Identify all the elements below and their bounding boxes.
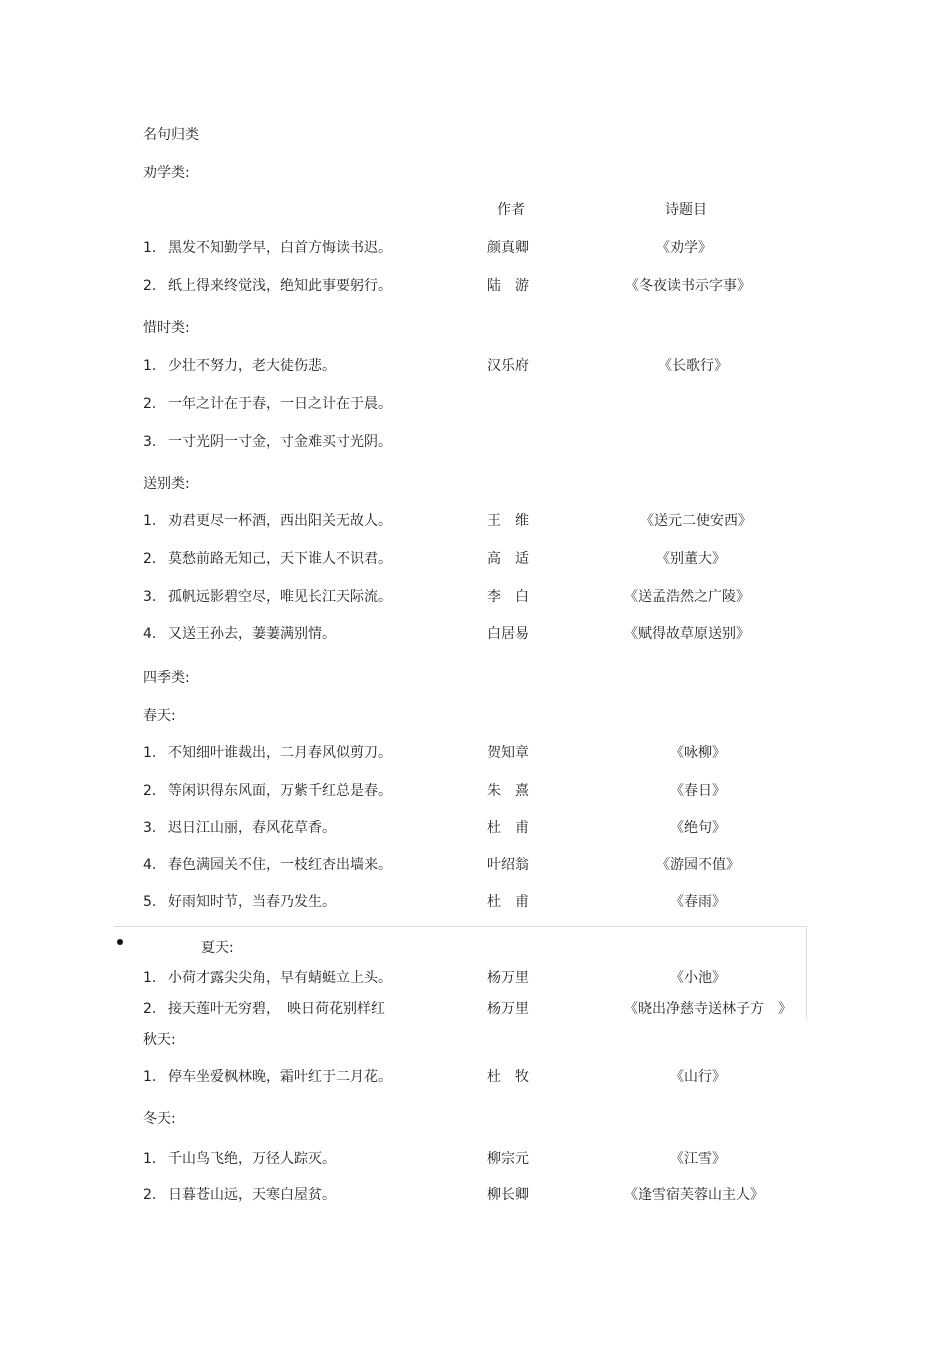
subsection-label: 春天: bbox=[143, 708, 176, 724]
poem-title: 《春雨》 bbox=[670, 894, 726, 910]
item-number: 2. bbox=[143, 783, 157, 799]
page-title: 名句归类 bbox=[143, 127, 199, 143]
author: 李 白 bbox=[487, 589, 529, 605]
verse-line: 好雨知时节，当春乃发生。 bbox=[168, 894, 336, 910]
author: 王 维 bbox=[487, 513, 529, 529]
verse-line: 不知细叶谁裁出，二月春风似剪刀。 bbox=[168, 745, 392, 761]
verse-line: 劝君更尽一杯酒，西出阳关无故人。 bbox=[168, 513, 392, 529]
item-number: 3. bbox=[143, 820, 157, 836]
item-number: 1. bbox=[143, 358, 157, 374]
item-number: 2. bbox=[143, 1001, 157, 1017]
poem-title: 《送元二使安西》 bbox=[640, 513, 752, 529]
author: 朱 熹 bbox=[487, 783, 529, 799]
poem-title: 《长歌行》 bbox=[658, 358, 728, 374]
verse-line: 日暮苍山远，天寒白屋贫。 bbox=[168, 1187, 336, 1203]
column-header-author: 作者 bbox=[497, 202, 525, 218]
item-number: 1. bbox=[143, 513, 157, 529]
item-number: 1. bbox=[143, 240, 157, 256]
author: 柳宗元 bbox=[487, 1151, 529, 1167]
author: 白居易 bbox=[487, 626, 529, 642]
item-number: 2. bbox=[143, 396, 157, 412]
poem-title: 《小池》 bbox=[670, 970, 726, 986]
verse-line: 停车坐爱枫林晚，霜叶红于二月花。 bbox=[168, 1069, 392, 1085]
verse-line: 孤帆远影碧空尽，唯见长江天际流。 bbox=[168, 589, 392, 605]
verse-line: 一寸光阴一寸金，寸金难买寸光阴。 bbox=[168, 434, 392, 450]
poem-title: 《绝句》 bbox=[670, 820, 726, 836]
item-number: 1. bbox=[143, 1151, 157, 1167]
column-header-poem: 诗题目 bbox=[665, 202, 707, 218]
author: 杜 甫 bbox=[487, 894, 529, 910]
verse-line: 接天莲叶无穷碧， 映日荷花别样红 bbox=[168, 1001, 385, 1017]
author: 高 适 bbox=[487, 551, 529, 567]
poem-title: 《晓出净慈寺送林子方 》 bbox=[624, 1001, 792, 1017]
author: 叶绍翁 bbox=[487, 857, 529, 873]
author: 杨万里 bbox=[487, 970, 529, 986]
item-number: 1. bbox=[143, 745, 157, 761]
poem-title: 《山行》 bbox=[670, 1069, 726, 1085]
verse-line: 千山鸟飞绝，万径人踪灭。 bbox=[168, 1151, 336, 1167]
poem-title: 《赋得故草原送别》 bbox=[624, 626, 750, 642]
verse-line: 少壮不努力，老大徒伤悲。 bbox=[168, 358, 336, 374]
author: 颜真卿 bbox=[487, 240, 529, 256]
section-label: 送别类: bbox=[143, 476, 190, 492]
item-number: 4. bbox=[143, 626, 157, 642]
verse-line: 又送王孙去，萋萋满别情。 bbox=[168, 626, 336, 642]
item-number: 2. bbox=[143, 1187, 157, 1203]
section-label: 四季类: bbox=[143, 670, 190, 686]
section-label: 惜时类: bbox=[143, 320, 190, 336]
poem-title: 《送孟浩然之广陵》 bbox=[624, 589, 750, 605]
poem-title: 《游园不值》 bbox=[656, 857, 740, 873]
item-number: 1. bbox=[143, 970, 157, 986]
verse-line: 迟日江山丽，春风花草香。 bbox=[168, 820, 336, 836]
item-number: 3. bbox=[143, 434, 157, 450]
author: 贺知章 bbox=[487, 745, 529, 761]
item-number: 4. bbox=[143, 857, 157, 873]
poem-title: 《冬夜读书示字事》 bbox=[625, 278, 751, 294]
item-number: 3. bbox=[143, 589, 157, 605]
item-number: 2. bbox=[143, 551, 157, 567]
verse-line: 等闲识得东风面，万紫千红总是春。 bbox=[168, 783, 392, 799]
poem-title: 《咏柳》 bbox=[670, 745, 726, 761]
bullet-icon bbox=[117, 939, 123, 945]
item-number: 1. bbox=[143, 1069, 157, 1085]
poem-title: 《逢雪宿芙蓉山主人》 bbox=[624, 1187, 764, 1203]
subsection-label: 夏天: bbox=[201, 940, 234, 956]
author: 柳长卿 bbox=[487, 1187, 529, 1203]
author: 杜 牧 bbox=[487, 1069, 529, 1085]
poem-title: 《江雪》 bbox=[670, 1151, 726, 1167]
poem-title: 《春日》 bbox=[670, 783, 726, 799]
subsection-label: 冬天: bbox=[143, 1111, 176, 1127]
subsection-label: 秋天: bbox=[143, 1032, 176, 1048]
verse-line: 纸上得来终觉浅，绝知此事要躬行。 bbox=[168, 278, 392, 294]
verse-line: 黑发不知勤学早，白首方悔读书迟。 bbox=[168, 240, 392, 256]
verse-line: 莫愁前路无知己，天下谁人不识君。 bbox=[168, 551, 392, 567]
poem-title: 《劝学》 bbox=[656, 240, 712, 256]
item-number: 5. bbox=[143, 894, 157, 910]
verse-line: 小荷才露尖尖角，早有蜻蜓立上头。 bbox=[168, 970, 392, 986]
section-label: 劝学类: bbox=[143, 165, 190, 181]
verse-line: 春色满园关不住，一枝红杏出墙来。 bbox=[168, 857, 392, 873]
verse-line: 一年之计在于春，一日之计在于晨。 bbox=[168, 396, 392, 412]
author: 陆 游 bbox=[487, 278, 529, 294]
author: 汉乐府 bbox=[487, 358, 529, 374]
author: 杜 甫 bbox=[487, 820, 529, 836]
author: 杨万里 bbox=[487, 1001, 529, 1017]
item-number: 2. bbox=[143, 278, 157, 294]
poem-title: 《别董大》 bbox=[656, 551, 726, 567]
